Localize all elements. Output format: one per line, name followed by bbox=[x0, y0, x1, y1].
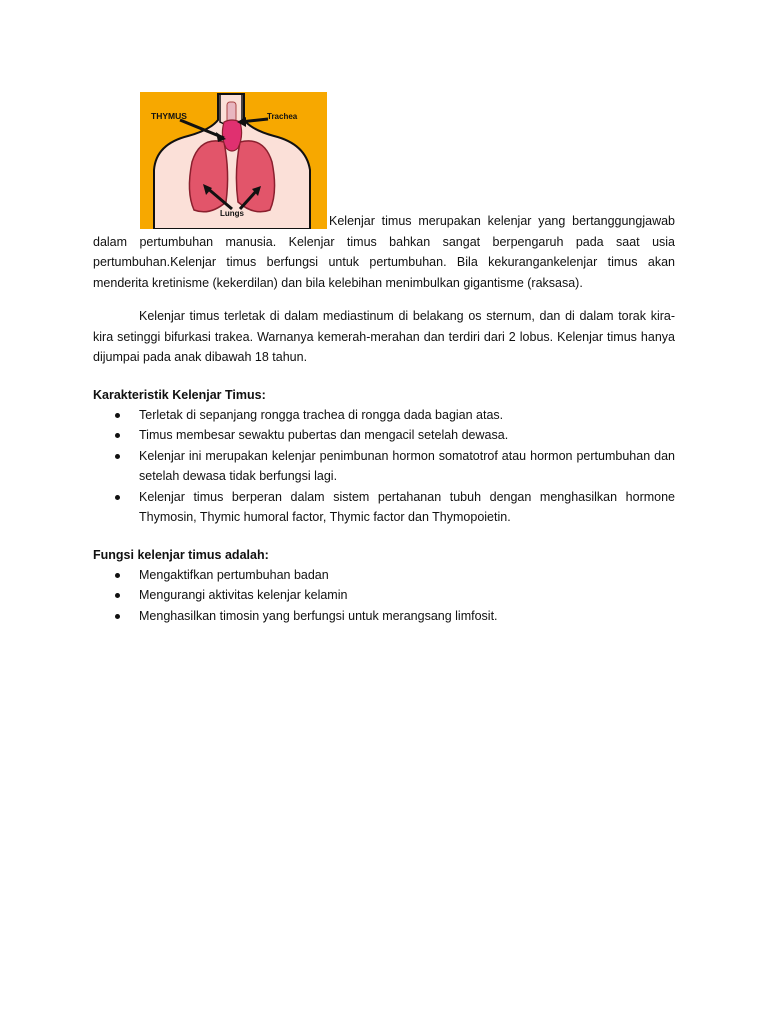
bullet-icon bbox=[115, 573, 120, 578]
section1-list bbox=[93, 405, 675, 528]
list-item: Kelenjar timus berperan dalam sistem pertahanan tubuh dengan menghasilkan hormone Thymosin, Thymic humoral factor, Thymic factor dan Thymopoietin. bbox=[93, 487, 675, 528]
list-item: Mengurangi aktivitas kelenjar kelamin bbox=[93, 585, 675, 606]
bullet-icon bbox=[115, 593, 120, 598]
section2-heading: Fungsi kelenjar timus adalah: bbox=[93, 547, 269, 562]
thymus-figure bbox=[140, 92, 327, 229]
list-item: Timus membesar sewaktu pubertas dan mengacil setelah dewasa. bbox=[93, 425, 675, 446]
list-item: Kelenjar ini merupakan kelenjar penimbunan hormon somatotrof atau hormon pertumbuhan dan setelah dewasa tidak berfungsi lagi. bbox=[93, 446, 675, 487]
document-page bbox=[93, 92, 675, 626]
bullet-icon bbox=[115, 413, 120, 418]
trachea-label: Trachea bbox=[267, 112, 298, 121]
location-paragraph-text: Kelenjar timus terletak di dalam mediastinum di belakang os sternum, dan di dalam torak kira-kira setinggi bifurkasi trakea. Warnanya kemerah-merahan dan terdiri dari 2 lobus. Kelenjar timus hanya dijumpai pada anak dibawah 18 tahun. bbox=[93, 309, 675, 364]
bullet-icon bbox=[115, 495, 120, 500]
list-item: Mengaktifkan pertumbuhan badan bbox=[93, 565, 675, 586]
lungs-label: Lungs bbox=[220, 209, 244, 218]
list-item: Menghasilkan timosin yang berfungsi untuk merangsang limfosit. bbox=[93, 606, 675, 627]
bullet-icon bbox=[115, 454, 120, 459]
thymus-label: THYMUS bbox=[151, 111, 187, 121]
section1-heading: Karakteristik Kelenjar Timus: bbox=[93, 387, 266, 402]
intro-paragraph-text: Kelenjar timus merupakan kelenjar yang bertanggungjawab dalam pertumbuhan manusia. Kelenjar timus bahkan sangat berpengaruh pada saat usia pertumbuhan.Kelenjar timus berfungsi untuk pertumbuhan. Bila kekurangankelenjar timus akan menderita kretinisme (kekerdilan) dan bila kelebihan menimbulkan gigantisme (raksasa). bbox=[93, 214, 675, 290]
section2-list bbox=[93, 565, 675, 627]
thymus-shape bbox=[222, 120, 241, 151]
thymus-illustration bbox=[140, 92, 327, 229]
location-paragraph bbox=[93, 306, 675, 368]
bullet-icon bbox=[115, 614, 120, 619]
list-item: Terletak di sepanjang rongga trachea di rongga dada bagian atas. bbox=[93, 405, 675, 426]
bullet-icon bbox=[115, 433, 120, 438]
